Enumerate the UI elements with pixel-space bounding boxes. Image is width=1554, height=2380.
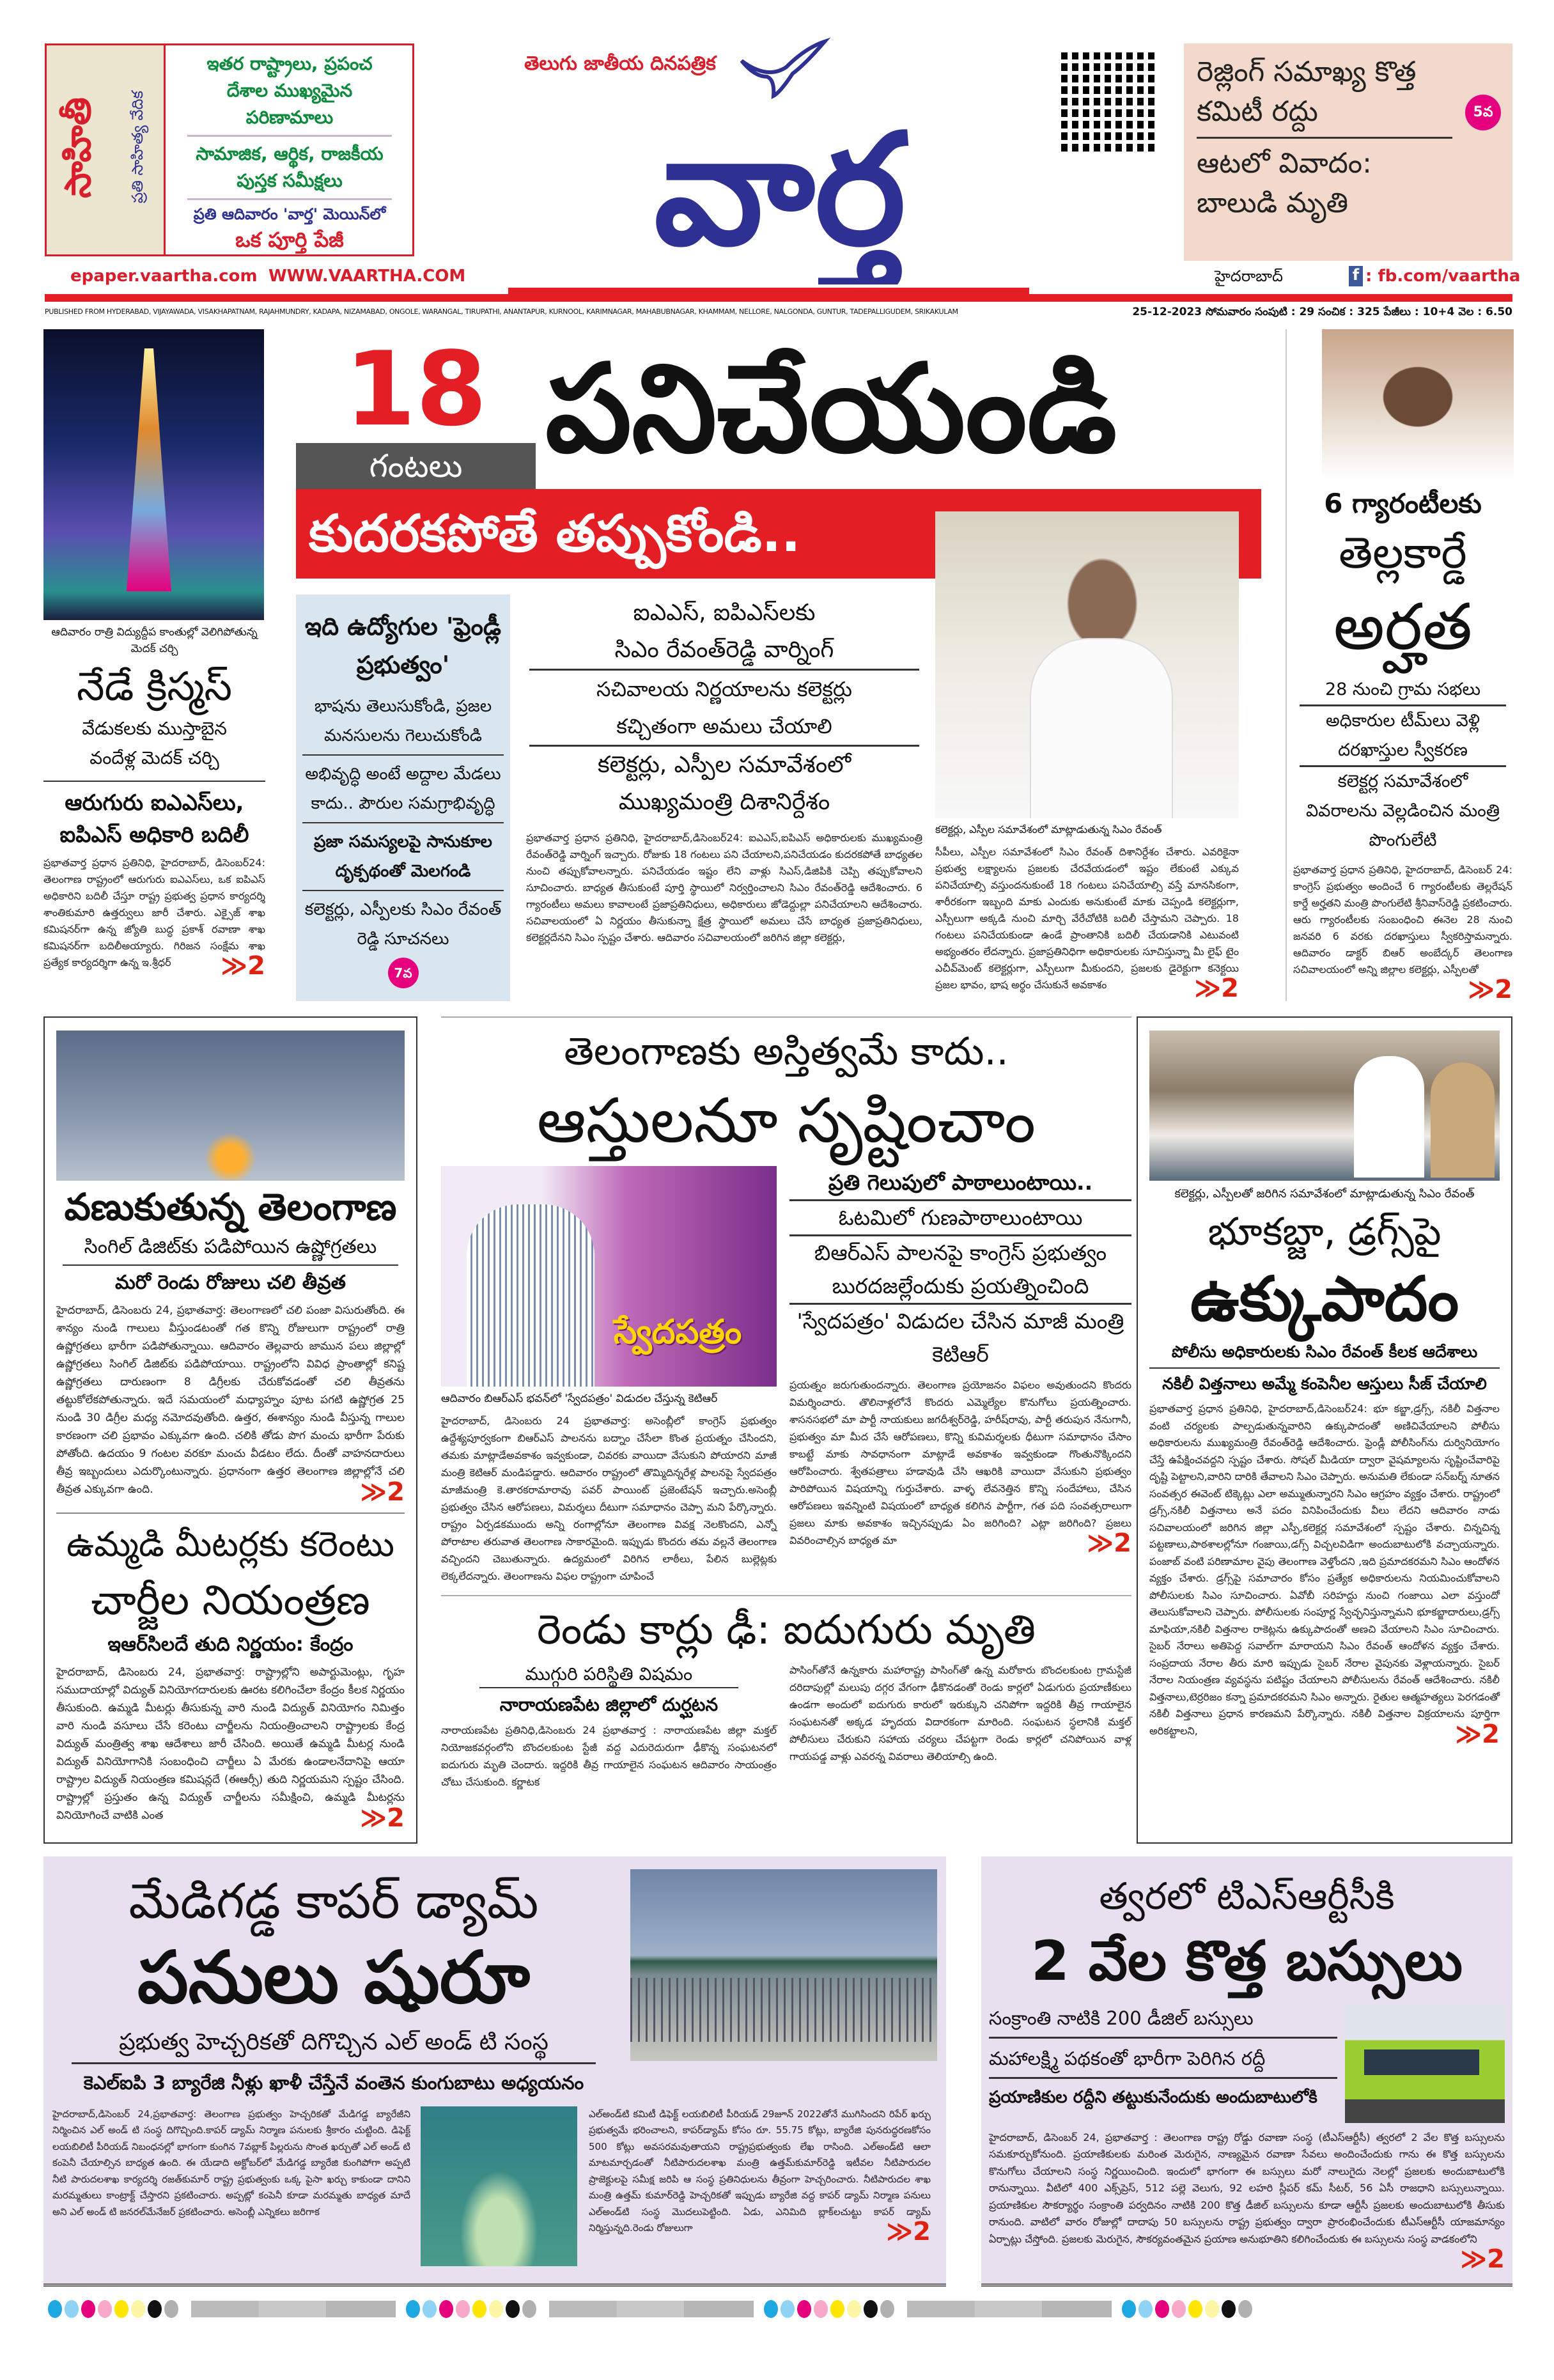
registration-dot [489, 2300, 503, 2318]
registration-dot [522, 2300, 536, 2318]
cold-wave-box [43, 1016, 417, 1844]
continued-marker[interactable]: ≫2 [1194, 974, 1239, 1003]
ktr-kicker: తెలంగాణకు అస్తిత్వమే కాదు.. [564, 1029, 1009, 1074]
buses-headline: 2 వేల కొత్త బస్సులు [1031, 1929, 1463, 1993]
registration-dot [131, 2300, 145, 2318]
registration-dot [506, 2300, 520, 2318]
registration-dot [472, 2300, 486, 2318]
guarantees-headline-line2: అర్హత [1333, 589, 1473, 664]
divider [43, 781, 265, 782]
guarantees-deck: అధికారుల టీమ్‌లు వెళ్లి దరఖాస్తుల స్వీకరణ [1300, 706, 1506, 767]
divider [56, 1513, 405, 1514]
friendly-line: భాషను తెలుసుకోండి, ప్రజల మనసులను గెలుచుకోండి [302, 692, 504, 756]
registration-dot [1188, 2300, 1202, 2318]
ktr-body-col1: హైదరాబాద్, డిసెంబరు 24 ప్రభాతవార్త: అసెంబ్లీలో కాంగ్రెస్ ప్రభుత్వం ఉద్దేశ్యపూర్వకంగా బిఆర్‌ఎస్ పాలనను బద్నాం చేసేలా కొంత ప్రయత్నం చేసిందని, తమకు మాట్లాడేఅవకాశం ఇవ్వకుండా, చివరకు వాయిదా వేసుకుని పోయారని మాజీ మంత్రి కెటిఆర్ మండిపడ్డారు. ఆదివారం రాష్ట్రంలో తొమ్మిదిన్నరేళ్ల పాలనపై స్వేదపత్రం మాజీమంత్రి కె.తారకరామారావు పవర్ పాయింట్ ప్రజెంటేషన్ ఇచ్చారు.అసెంబ్లీ ప్రభుత్వం చేసిన ఆరోపణలు, విమర్శలు దీటుగా సమాధానం చెప్పా మని పేర్కొన్నారు. రాష్ట్రం ఏర్పడకముందు అన్ని రంగాల్లోనూ తెలంగాణ వివక్ష నెలకొందని, ఎన్నో పోరాటాల తరువాత తెలంగాణ సాకారమైంది. ఇప్పుడు కొందరు తమ వల్లనే తెలంగాణ వచ్చిందని చెబుతున్నారు. ఉద్యమంలో విరిగిన లాఠీలు, పేలిన బుల్లెట్లకు లెక్కలేదన్నారు. తెలంగాణను విఫల రాష్ట్రంగా చూపించే [441, 1415, 777, 1582]
accident-sub1: ముగ్గురి పరిస్థితి విషమం [479, 1661, 738, 1688]
registration-dot [439, 2300, 453, 2318]
bottom-section [43, 1856, 1512, 2287]
friendly-government-box [296, 595, 510, 1001]
drugs-sub1: పోలీసు అధికారులకు సిఎం రేవంత్ కీలక ఆదేశాలు [1149, 1341, 1500, 1369]
drugs-body: ప్రభాతవార్త ప్రధాన ప్రతినిధి, హైదరాబాద్,డిసెంబర్24: భూ కబ్జా,డ్రగ్స్, నకిలీ విత్తనాల వంటి చర్యలకు పాల్పడుతున్నవారిని ఉక్కుపాదంతో అణిచివేయాలని పోలీసు అధికారులను ముఖ్యమంత్రి రేవంత్‌రెడ్డి ఆదేశించారు. ఫ్రెండ్లీ పోలీసింగ్‌ను దుర్వినియోగం చేస్తే ఉపేక్షించవద్దని స్పష్టం చేశారు. సోషల్ మీడియా ద్వారా వైషమ్యాలను సృష్టించేవారిపై దృష్టి పెట్టాలని,వారిని దారికి తేవాలని సిఎం చెప్పారు. అనుమతి లేకుండా సన్‌బర్న్ నూతన సంవత్సర ఈవెంట్ టిక్కెట్లు ఎలా అమ్ముతున్నారని సిఎం ఆగ్రహం వ్యక్తం చేశారు. రాష్ట్రంలో డ్రగ్స్,నకిలీ విత్తనాలు అనే పదం వినిపించేందుకు వీలు లేదని ఆదివారం నాడు సచివాలయంలో జరిగిన జిల్లా ఎస్పీ,కలెక్టర్ల సమావేశంలో స్పష్టం చేశారు. చిన్నచిన్న పట్టణాలు,పాఠశాలల్లోనూ గంజాయి,డగ్స్ విచ్చలవిడిగా అందుబాటులోకి వచ్చాయన్నారు. పంజాబ్ వంటి పరిణామాల వైపు తెలంగాణ వెళ్తోందని ,ఇది ప్రమాదకరమని సిఎం ఆందోళన వ్యక్తం చేశారు. డ్రగ్స్‌పై సమాచారం కోసం ప్రత్యేక అధికారులను నియమించుకోవాలని పోలీసులకు సిఎం సూచించారు. ఏవోబీ సరిహద్దు నుంచి గంజాయి ఎలా వస్తుందో తెలుసుకోవాలని చెప్పారు. పోలీసులకు సంపూర్ణ స్వేచ్ఛనిస్తున్నామని భూకబ్జాదారులు,డ్రగ్స్ మాఫియా,నకిలీ విత్తనాల రాకెట్లను ఉక్కుపాదంతో అణచి వేయాలని సిఎం సూచించారు. సైబర్ నేరాలు అతిపెద్ద సవాల్‌గా మారాయని సిఎం రేవంత్ ఆందోళన వ్యక్తం చేశారు. సంప్రదాయ నేరాల తీరు మారి ఇప్పుడు సైబర్ నేరాల వైపునకు వెళ్లాయన్నారు. సైబర్ నేరాల నియంత్రణ వ్యవస్థను పటిష్టం చేయాలని పోలీసులను రేవంత్ ఆదేశించారు. నకిలీ విత్తనాలు,టెర్రరిజం కన్నా ప్రమాదకరమని సిఎం అన్నారు. రైతుల ఆత్మహత్యలు పెరగడంతో నకిలీ విత్తనాలు ప్రధాన కారణమని పేర్కొన్నారు. నకిలీ విత్తనాల విక్రయాలను పూర్తిగా అరికట్టాలని, ≫2 [1149, 1403, 1500, 1749]
river-photo [421, 2106, 577, 2266]
collectors-meeting-photo [1149, 1031, 1500, 1181]
registration-dot [48, 2300, 62, 2318]
continued-marker[interactable]: ≫2 [1468, 975, 1512, 1004]
cold-wave-sub1: సింగిల్ డిజిట్‌కు పడిపోయిన ఉష్ణోగ్రతలు [63, 1234, 398, 1266]
top-section [43, 329, 1512, 1004]
cold-wave-sub2: మరో రెండు రోజులు చలి తీవ్రత [115, 1271, 346, 1294]
meters-headline-line1: ఉమ్మడి మీటర్లకు కరెంటు [66, 1523, 394, 1564]
right-column [1286, 329, 1512, 1004]
christmas-headline: నేడే క్రిస్మస్ [76, 663, 233, 710]
lead-body-col1: ప్రభాతవార్త ప్రధాన ప్రతినిధి, హైదరాబాద్,డిసెంబర్24: ఐఎఎస్,ఐపిఎస్ అధికారులకు ముఖ్యమంత్రి రేవంత్‌రెడ్డి వార్నింగ్ ఇచ్చారు. రోజుకు 18 గంటలు పని చేయాలని,పనిచేయడం కుదరకపోతే బాధ్యతల నుంచి తప్పుకోవాలన్నారు. పనిచేయడం ఇష్టం లేని వాళ్లు సిఎస్,డిజిపికి చెప్పి తప్పుకోవాలని సూచించారు. బాధ్యత తీసుకుంటే పూర్తి స్థాయిలో నిర్వర్తించాలని సిఎం రేవంత్‌రెడ్డి ఆదేశించారు. 6 గ్యారంటీలు అమలు కావాలంటే ప్రజాప్రతినిధులు, అధికారులు జోడెద్దుల్లా పనిచేయాలని ఆదేశించారు. సచివాలయంలో ఏ నిర్ణయం తీసుకున్నా క్షేత్ర స్థాయిలో అమలు చేసే బాధ్యత ప్రజాప్రతినిధులు, కలెక్టర్లదేనని సిఎం స్పష్టం చేశారు. ఆదివారం సచివాలయంలో జరిగిన జిల్లా కలెక్టర్లు, [526, 832, 922, 944]
registration-gray-block [907, 2301, 1112, 2317]
accident-headline: రెండు కార్లు ఢీ: ఐదుగురు మృతి [536, 1606, 1036, 1654]
promo-footer-highlight: ఒక పూర్తి పేజీ [235, 228, 344, 252]
lead-headline: పనిచేయండి [545, 338, 1117, 479]
tsrtc-bus-photo [1345, 2005, 1505, 2123]
christmas-subhead: వేడుకలకు ముస్తాబైన వందేళ్ల మెదక్ చర్చి [82, 718, 227, 769]
transfer-headline: ఆరుగురు ఐఎఎస్‌లు, ఐపిఎస్ అధికారి బదిలీ [59, 790, 249, 848]
drugs-headline: ఉక్కుపాదం [1190, 1263, 1459, 1335]
minister-ponguleti-photo [1322, 329, 1514, 479]
registration-dot [1122, 2300, 1136, 2318]
page-badge: 5వ [1465, 95, 1501, 130]
friendly-line: అభివృద్ధి అంటే అద్దాల మేడలు కాదు.. పౌరుల సమగ్రాభివృద్ధి [302, 756, 504, 823]
registration-dot [797, 2300, 811, 2318]
registration-dot [864, 2300, 878, 2318]
registration-dot [164, 2300, 178, 2318]
medigadda-barrage-photo [630, 1869, 937, 2061]
friendly-title: ఇది ఉద్యోగుల 'ఫ్రెండ్లీ ప్రభుత్వం' [305, 612, 501, 679]
cm-revanth-photo [935, 511, 1239, 818]
christmas-photo-caption: ఆదివారం రాత్రి విద్యుద్దీప కాంతుల్లో వెలిగిపోతున్న మెదక్ చర్చి [51, 626, 258, 655]
guarantees-headline-line1: తెల్లకార్డే [1339, 528, 1467, 579]
lead-deck: ఐఎఎస్, ఐపిఎస్‌లకు [633, 600, 816, 626]
medigadda-headline-line1: మేడిగడ్డ కాపర్ డ్యామ్ [128, 1872, 539, 1929]
medigadda-headline-line2: పనులు షురూ [137, 1936, 530, 2019]
promo-left-box[interactable] [45, 43, 414, 256]
continued-marker[interactable]: ≫2 [1087, 1528, 1131, 1558]
registration-dot [764, 2300, 778, 2318]
lead-deck: కచ్చితంగా అమలు చేయాలి [529, 708, 919, 747]
registration-dot [1238, 2300, 1252, 2318]
continued-marker[interactable]: ≫2 [360, 1803, 405, 1833]
drugs-box [1137, 1016, 1512, 1844]
medigadda-sub1: ప్రభుత్వ హెచ్చరికతో దిగొచ్చిన ఎల్ అండ్ టి సంస్థ [72, 2026, 596, 2064]
buses-body: హైదరాబాద్, డిసెంబర్ 24, ప్రభాతవార్త : తెలంగాణ రాష్ట్ర రోడ్డు రవాణా సంస్థ (టీఎస్ఆర్టీసీ) త్వరలో 2 వేల కొత్త బస్సులను సమకూర్చుకోనుంది. ప్రయాణికులకు మరింత మెరుగైన, నాణ్యమైన రవాణా సేవలు అందించేందుకు గాను ఈ కొత్త బస్సులను కొనుగోలు చేయాలని సంస్థ నిర్ణయించింది. ఇందులో భాగంగా ఈ బస్సులు మరో నాలుగైదు నెలల్లో ప్రజలకు అందుబాటులోకి రానున్నాయి. వీటిలో 400 ఎక్స్‌ప్రెస్, 512 పల్లె వెలుగు, 92 లహరి స్లీపర్ కమ్ సీటర్, 56 ఏసీ రాజధాని బస్సులున్నాయి. ప్రయాణికుల సౌకర్యార్థం సంక్రాంతి పర్వదినం నాటికి 200 కొత్త డీజిల్ బస్సులను కూడా ఆర్టీసీ ప్రజలకు అందుబాటులోకి తీసుకు రానుంది. వాటిలో వారం రోజుల్లో దాదాపు 50 బస్సులను రాష్ట్ర ప్రభుత్వం ద్వారా ప్రారంభించేందుకు టీఎస్ఆర్టీసీ యాజమాన్యం ఏర్పాట్లు చేస్తోంది. ప్రజలకు మెరుగైన, సౌకర్యవంతమైన ప్రయాణ అనుభూతిని కలిగించేందుకు ఈ బస్సులను సంస్థ వాడకంలోని ≫2 [989, 2131, 1505, 2275]
promo-item: ఇతర రాష్ట్రాలు, ప్రపంచ దేశాల ముఖ్యమైన పరిణామాలు [187, 51, 392, 137]
continued-marker[interactable]: ≫2 [886, 2217, 931, 2247]
edition-label: హైదరాబాద్ [1215, 267, 1283, 285]
masthead-red-bar [45, 294, 1512, 302]
registration-dot [1172, 2300, 1186, 2318]
medigadda-box [43, 1856, 946, 2287]
continued-marker[interactable]: ≫2 [1455, 1719, 1500, 1749]
lead-deck: కలెక్టర్లు, ఎస్పీల సమావేశంలో [597, 752, 851, 778]
buses-box [981, 1856, 1512, 2287]
lead-deck: సచివాలయ నిర్ణయాలను కలెక్టర్లు [596, 677, 852, 701]
meters-body: హైదరాబాద్, డిసెంబరు 24, ప్రభాతవార్త: రాష్ట్రాల్లోని అపార్టుమెంట్లు, గృహ సముదాయాల్లో విద్యుత్ వినియోగదారులకు ఊరట కలిగించేలా కేంద్రం కీలక నిర్ణయం తీసుకుంది. ఉమ్మడి మీటర్లు తీసుకున్న వారి నుండి విద్యుత్ వినియోగం నిమిత్తం వారి నుండి వసూలు చేసే కరెంటు చార్జీలను నియంత్రించాలని రాష్ట్రాలకు కేంద్ర విద్యుత్ మంత్రిత్వ శాఖ ఆదేశాలు జారీ చేసింది. అయితే ఉమ్మడి మీటర్ల నుండి విద్యుత్ వినియోగానికి సంబంధించి చార్జీలు ఏ మేరకు ఉండాలనేదానిపై ఆయా రాష్ట్రాల విద్యుత్ నియంత్రణ కమిషన్లదే (ఈఆర్సీ) తుది నిర్ణయమని స్పష్టం చేసింది. రాష్ట్రాల్లో ప్రస్తుతం ఉన్న విద్యుత్ చార్జీలను సమీక్షించి, ఉమ్మడి మీటర్లను వినియోగించే వాటికి ఎంత ≫2 [56, 1665, 405, 1833]
registration-dot [781, 2300, 795, 2318]
lead-number: 18 [345, 329, 487, 449]
promo-side-title: సాహితీ [58, 97, 99, 198]
cold-wave-body: హైదరాబాద్, డిసెంబరు 24, ప్రభాతవార్త: తెలంగాణలో చలి పంజా విసురుతోంది. ఈ శాన్యం నుండి గాలులు వీస్తుండటంతో గత కొన్ని రోజులుగా రాష్ట్రంలో రాత్రి ఉష్ణోగ్రతలు భారీగా పడిపోతున్నాయి. ఆదివారం తెల్లవారు జామున పలు జిల్లాల్లో ఉష్ణోగ్రతలు సింగిల్ డిజిట్‌కు పడిపోయాయి. రాష్ట్రంలోని వివిధ ప్రాంతాల్లో కనిష్ట ఉష్ణోగ్రతలు దారుణంగా 8 డిగ్రీలకు చేరుకోవడంతో చలి తీవ్రతను తట్టుకోలేకపోతున్నారు. ఇదే సమయంలో మధ్యాహ్నం పూట పగటి ఉష్ణోగ్రత 25 నుండి 30 డిగ్రీల మధ్య నమోదవుతోంది. ఉత్తర, ఈశాన్యం నుండి వీస్తున్న గాలుల కారణంగా చలి ప్రభావం ఎక్కువగా ఉంది. చలికి తోడు పొగ మంచు భారీగా పేరుకు పోతోంది. ఉదయం 9 గంటల వరకూ మంచు వీడటం లేదు. దీంతో వాహనదారులు తీవ్ర ఇబ్బందులు ఎదుర్కొంటున్నారు. ప్రధానంగా ఉత్తర తెలంగాణ జిల్లాల్లోనే చలి తీవ్రత ఎక్కువగా ఉంది. ≫2 [56, 1303, 405, 1507]
lead-deck: సిఎం రేవంత్‌రెడ్డి వార్నింగ్ [529, 632, 919, 671]
print-registration-bar [48, 2299, 1518, 2319]
ktr-headline: ఆస్తులనూ సృష్టించాం [537, 1085, 1036, 1156]
ktr-body-col2: ప్రయత్నం జరుగుతుందన్నారు. తెలంగాణ ప్రయోజనం విఫలం అవుతుందని కొందరు విమర్శించారు. తొలినాళ్లలోనే కొందరు ఎమ్మెల్యేల కొనుగోలు ప్రయత్నించారు. శాసనసభలో మా పార్టీ నాయకులు జగదీశ్వర్‌రెడ్డి, హరీష్‌రావు, పార్టీ తరుపున నేనుగానీ, ప్రభుత్వం మా మీద చేసే ఆరోపణలు, కొన్ని కువిమర్శలకు ధీటుగా సమాధానం చేసాం కాబట్టే మాకు సావధానంగా మాట్లాడే అవకాశం ఇవ్వకుండా గొంతునొక్కిందని ఆరోపించారు. శ్వేతపత్రాలు హడావుడి చేసి ఆఖరికి వాయిదా వేసుకుని ప్రభుత్వం పారిపోయిన విషయాన్ని గుర్తుచేశారు. వాళ్ళ లేవనెత్తిన కొన్ని సందేహాలు, చేసిన ఆరోపణలు ఇవన్నింటి విషయంలో బాధ్యత కలిగిన పార్టీగా, గత పది సంవత్సరాలుగా ప్రజలు మాకు అవకాశం ఇచ్చినప్పుడు ఏం జరిగింది? ఎట్లా జరిగింది? ప్రజలు వివరించాల్సిన బాధ్యత మా ≫2 [789, 1379, 1131, 1558]
page-badge[interactable]: 7వ [388, 958, 419, 988]
registration-dot [847, 2300, 861, 2318]
facebook-link[interactable]: : fb.com/vaartha [1365, 267, 1521, 286]
drugs-sub2: నకిలీ విత్తనాలు అమ్మే కంపెనీల ఆస్తులు సీజ్ చేయాలి [1162, 1374, 1487, 1393]
promo-right-box[interactable] [1184, 43, 1512, 261]
guarantees-kicker: 6 గ్యారంటీలకు [1324, 488, 1482, 519]
registration-dot [1155, 2300, 1169, 2318]
issue-dateline: 25-12-2023 సోమవారం సంపుటి : 29 సంచిక : 325 పేజీలు : 10+4 వెల : 6.50 [1132, 306, 1512, 318]
cold-wave-photo [56, 1031, 405, 1181]
masthead-logo: వార్త [654, 100, 906, 279]
promo-side-sub: ప్రతి సాహిత్య వేదిక [128, 91, 146, 203]
ktr-decks [789, 1166, 1131, 1371]
qr-code-icon[interactable] [1061, 52, 1157, 152]
ktr-column [441, 1016, 1131, 1844]
medigadda-sub2: కెఎల్‌ఐపి 3 బ్యారేజి నీళ్లు ఖాళీ చేస్తేనే వంతెన కుంగుబాటు అధ్యయనం [83, 2071, 584, 2094]
registration-dot [148, 2300, 162, 2318]
promo-item: సామాజిక, ఆర్థిక, రాజకీయ పుస్తక సమీక్షలు [187, 137, 392, 200]
continued-marker[interactable]: ≫2 [221, 951, 265, 981]
divider [441, 1595, 1131, 1596]
ktr-deck: బిఆర్‌ఎస్ పాలనపై కాంగ్రెస్ ప్రభుత్వం బురదజల్లేందుకు ప్రయత్నించింది [789, 1236, 1131, 1305]
registration-dot [880, 2300, 894, 2318]
registration-gray-block [549, 2301, 754, 2317]
ktr-deck: ప్రతి గెలుపులో పాఠాలుంటాయి.. [789, 1166, 1131, 1201]
ktr-photo-caption: ఆదివారం బిఆర్‌ఎస్ భవన్‌లో 'స్వేదపత్రం' విడుదల చేస్తున్న కెటిఆర్ [441, 1392, 718, 1405]
medigadda-body-col1: హైదరాబాద్,డిసెంబర్ 24,ప్రభాతవార్త: తెలంగాణ ప్రభుత్వం హెచ్చరికతో మేడిగడ్డ బ్యారేజీని నిర్మించిన ఎల్ అండ్ టి సంస్థ దిగొచ్చింది.కాపర్ డ్యామ్ నిర్మాణ పనులకు శ్రీకారం చుట్టింది. డిఫెక్ట్ లయబిలిటీ పీరియడ్ నిబంధనల్లో భాగంగా కుంగిన 7వబ్లాక్ పిల్లరును సొంత ఖర్చుతో ఎల్ అండ్ టి కంపెనీ చేయాల్సిన బాధ్యత ఉంది. ఈ యేడాది అక్టోబర్‌లో మేడిగడ్డ బ్యారేజి కుంగిపోగా అప్పటి నీటి పారుదలశాఖ కార్యదర్శి రజత్‌కుమార్ రాష్ట్ర ప్రభుత్వంకు ఒక్క పైసా ఖర్చు కాకుండా దానిని మరమ్మతులు కాంట్రాక్ట్ చేస్తారని ప్రకటించారు. అప్పట్లో కంపెనీ కూడా మరమ్మతు బాధ్యత మాదే అని ఎల్ అండ్ టి జనరల్‌మేనేజర్ ప్రకటించారు. అసెంబ్లీ ఎన్నికలు జరిగాక [52, 2108, 410, 2218]
promo-right-item: రెజ్లింగ్ సమాఖ్య కొత్త కమిటీ రద్దు [1197, 52, 1452, 139]
promo-side-banner [47, 45, 166, 254]
meters-sub: ఇఆర్‌సిలదే తుది నిర్ణయం: కేంద్రం [107, 1633, 354, 1656]
guarantees-deck: 28 నుంచి గ్రామ సభలు [1300, 675, 1506, 706]
registration-dot [114, 2300, 128, 2318]
svedapatram-banner: స్వేదపత్రం [614, 1313, 742, 1351]
lead-subhead: కుదరకపోతే తప్పుకోండి.. [309, 504, 801, 563]
buses-sub1: సంక్రాంతి నాటికి 200 డీజిల్ బస్సులు [989, 2005, 1337, 2039]
ktr-deck: 'స్వేదపత్రం' విడుదల చేసిన మాజీ మంత్రి కెటిఆర్ [796, 1309, 1124, 1367]
lead-photo-caption: కలెక్టర్లు, ఎస్పీల సమావేశంలో మాట్లాడుతున్న సిఎం రేవంత్ [935, 822, 1239, 837]
lead-number-block [296, 329, 536, 489]
published-from: PUBLISHED FROM HYDERABAD, VIJAYAWADA, VISAKHAPATNAM, RAJAHMUNDRY, KADAPA, NIZAMABAD, ONGOLE, WARANGAL, TIRUPATHI, ANANTAPUR, KURNOOL, KARIMNAGAR, MAHABUBNAGAR, KHAMMAM, NELLORE, NALGONDA, GUNTUR, TADEPALLIGUDEM, SRIKAKULAM [45, 307, 958, 316]
friendly-line: ప్రజా సమస్యలపై సానుకూల దృక్పథంతో మెలగండి [302, 823, 504, 891]
masthead-tagline: తెలుగు జాతీయ దినపత్రిక [524, 52, 716, 75]
registration-dot [98, 2300, 112, 2318]
website-link[interactable]: WWW.VAARTHA.COM [268, 267, 466, 286]
registration-dot [830, 2300, 844, 2318]
epaper-link[interactable]: epaper.vaartha.com [70, 267, 258, 286]
registration-dot [456, 2300, 470, 2318]
cold-wave-headline: వణుకుతున్న తెలంగాణ [64, 1185, 397, 1229]
accident-sub2: నారాయణపేట జిల్లాలో దుర్ఘటన [499, 1694, 719, 1715]
ktr-svedapatram-photo [441, 1166, 777, 1387]
masthead [0, 0, 1554, 323]
ktr-deck: ఓటమిలో గుణపాఠాలుంటాయి [789, 1201, 1131, 1236]
registration-dot [81, 2300, 95, 2318]
registration-dot [1222, 2300, 1236, 2318]
guarantees-body: ప్రభాతవార్త ప్రధాన ప్రతినిధి, హైదరాబాద్, డిసెంబర్ 24: కాంగ్రెస్ ప్రభుత్వం అందించే 6 గ్యారంటీలకు తెల్లరేషన్ కార్డే అర్హతని మంత్రి పొంగులేటి శ్రీనివాస్‌రెడ్డి ప్రకటించారు. ఆరు గ్యారంటీలకు సంబంధించి ఈనెల 28 నుంచి జనవరి 6 వరకు దరఖాస్తులు స్వీకరిస్తామన్నారు. ఆదివారం డాక్టర్ బిఆర్ అంబేద్కర్ తెలంగాణ సచివాలయంలో అన్ని జిల్లాల కలెక్టర్లు, ఎస్పీలతో ≫2 [1293, 864, 1512, 1004]
facebook-icon: f [1349, 266, 1363, 286]
registration-dot [814, 2300, 828, 2318]
friendly-line: కలెక్టర్లు, ఎస్పీలకు సిఎం రేవంత్ రెడ్డి సూచనలు [304, 900, 502, 949]
lead-decks [526, 595, 922, 821]
middle-section [43, 1016, 1512, 1844]
registration-dot [65, 2300, 79, 2318]
registration-gray-block [191, 2301, 396, 2317]
buses-sub3: ప్రయాణికుల రద్దీని తట్టుకునేందుకు అందుబాటులోకి [989, 2087, 1317, 2107]
registration-dot [1138, 2300, 1153, 2318]
lead-number-sub: గంటలు [369, 447, 463, 485]
guarantees-deck: కలెక్టర్ల సమావేశంలో వివరాలను వెల్లడించిన మంత్రి పొంగులేటి [1306, 772, 1500, 850]
registration-dot [1205, 2300, 1219, 2318]
promo-right-item2-line1: ఆటలో వివాదం: [1197, 147, 1372, 180]
meters-headline-line2: చార్జీల నియంత్రణ [91, 1576, 370, 1624]
guarantees-decks [1300, 675, 1506, 855]
accident-body-col2: పాసింగ్‌తోనే ఉన్నకారు మహారాష్ట్ర పాసింగ్‌తో ఉన్న మరోకారు బొందలకుంట గ్రామస్టేజీ దరిదాపుల్లో మలుపు దగ్గర వేగంగా ఢీకొనడంతో రెండు కార్లలో ఏడుగురు ప్రయాణీకులు ఉండగా అందులో ఐదుగురు కారులో ఇరుక్కుని చనిపోగా ఇద్దరికి తీవ్ర గాయాలైన సంఘటనతో అక్కడ హృదయ విదారకంగా మారింది. సంఘటన స్థలానికి మక్తల్ పోలీసులు చేరుకుని సహాయ చర్యలు చేపట్టగా రెండు కార్లలో చనిపోయిన వాళ్ల గాయపడ్డ వాళ్లు ఎవరన్న వివరాలు తెలియాల్సి ఉంది. [789, 1664, 1131, 1762]
medak-church-photo [43, 329, 264, 620]
drugs-photo-caption: కలెక్టర్లు, ఎస్పీలతో జరిగిన సమావేశంలో మాట్లాడుతున్న సిఎం రేవంత్ [1174, 1187, 1475, 1201]
continued-marker[interactable]: ≫2 [360, 1477, 405, 1507]
medigadda-body-col2: ఎల్అండ్‌టి కమిటీ డిఫెక్ట్ లయబిలిటీ పీరియడ్ 29జూన్ 2022తోనే ముగిసిందని రిపేర్ ఖర్చు ప్రభుత్వమే భరించాలని, కాపర్‌డ్యామ్ కోసం రూ. 55.75 కోట్లు, బ్యారేజి పునరుద్ధరణకోసం 500 కోట్లు అవసరమవుతాయని రాష్ట్రప్రభుత్వంకు లేఖ రాసింది. ఎల్అండ్‌టి ఆలా మాటమార్చడంతో నీటిపారుదలశాఖ మంత్రి ఉత్తమ్‌కుమార్‌రెడ్డి ఇటీవల నీటిపారుదల ప్రాజెక్టులపై సమీక్ష జరిపి ఆ సంస్థ ప్రతినిధులను తీవ్రంగా హెచ్చరించారు. నీటిపారుదల శాఖ మంత్రి ఉత్తమ్ కుమార్‌రెడ్డి హెచ్చరికతో ఇప్పుడు బ్యారేజి వద్ద కాపర్ డ్యామ్ నిర్మాణ పనులు ఎల్అండ్‌టి సంస్థ మొదలుపెట్టింది. ఏడు, ఎనిమిది బ్లాక్‌లచుట్టు కాపర్ డ్యామ్ నిర్మిస్తున్నది.రెండు రోజులుగా ≫2 [589, 2108, 931, 2247]
drugs-kicker: భూకబ్జా, డ్రగ్స్‌పై [1208, 1209, 1441, 1254]
transfer-body: ప్రభాతవార్త ప్రధాన ప్రతినిధి, హైదరాబాద్, డిసెంబర్24: తెలంగాణ రాష్ట్రంలో ఆరుగురు ఐఎఎస్‌లు, ఒక ఐపిఎస్ అధికారిని బదిలీ చేస్తూ రాష్ట్ర ప్రభుత్వ ప్రధాన కార్యదర్శి శాంతికుమారి ఉత్తర్వులు జారీ చేశారు. ఎక్సైజ్ శాఖ కమిషనర్‌గా ఉన్న జ్యోతి బుద్ధ ప్రకాశ్ రవాణా శాఖ కమిషనర్‌గా బదిలీఅయ్యారు. గిరిజన సంక్షేమ శాఖ ప్రత్యేక కార్యదర్శిగా ఉన్న ఇ.శ్రీధర్ ≫2 [43, 857, 265, 981]
registration-dot [423, 2300, 437, 2318]
registration-dot [406, 2300, 420, 2318]
continued-marker[interactable]: ≫2 [1460, 2244, 1505, 2275]
buses-kicker: త్వరలో టిఎస్‌ఆర్టీసీకి [1099, 1874, 1395, 1918]
lead-deck: ముఖ్యమంత్రి దిశానిర్దేశం [618, 789, 830, 815]
promo-footer: ప్రతి ఆదివారం 'వార్త' మెయిన్‌లో [193, 205, 386, 223]
accident-body-col1: నారాయణపేట ప్రతినిధి,డిసెంబరు 24 ప్రభాతవార్త : నారాయణపేట జిల్లా మక్తల్ నియోజకవర్గంలోని బొందలకుంట స్టేజీ వద్ద ఎదురెదురుగా ఢీకొన్న సంఘటనలో ఐదుగురు మృతి చెందారు. ఇద్దరికి తీవ్ర గాయాలైన సంఘటన ఆదివారం సాయంత్రం చోటు చేసుకుంది. కర్ణాటక [441, 1724, 777, 1788]
lead-body-col2: సీపీలు, ఎస్పీల సమావేశంలో సిఎం రేవంత్ దిశానిర్దేశం చేశారు. ఎవరికైనా ప్రభుత్వ లక్ష్యాలను ప్రజలకు చేరవేయడంలో ఇష్టం లేకుంటే ఎక్కువ పనిచేయాల్సి వస్తుందనుకుంటే 18 గంటలు పనిచేయాల్సి వస్తే మానసికంగా, శారీరకంగా ఇబ్బంది మాకు ఎందుకు అనుకుంటే మాకు చెప్పండి కలెక్టర్లుగా, ఎస్పీలుగా అక్కడి నుంచి మార్చి వేరేచోటికి బదిలీ చేస్తామని చెప్పారు. 18 గంటలు పనిచేయకుండా ఉండే ప్రాంతానికి బదిలీ చేయడానికి ఎటువంటి అభ్యంతరం లేదన్నారు. ప్రజాప్రతినిధిగా అధికారులకు సూచిస్తున్నా మీ లైఫ్ టైం ఎచీవ్‌మెంట్ కలెక్టర్లుగా, ఎస్పీలుగా మీకుందని, ప్రజలకు డైరెక్టుగా కనెక్టయి ప్రజల భావం, భాష అర్థం చేసుకునే అవకాశం ≫2 [935, 846, 1239, 1003]
promo-right-item2-line2: బాలుడి మృతి [1197, 187, 1348, 219]
dove-logo-icon [735, 35, 831, 99]
buses-sub2: మహాలక్ష్మి పథకంతో భారీగా పెరిగిన రద్దీ [989, 2045, 1337, 2079]
